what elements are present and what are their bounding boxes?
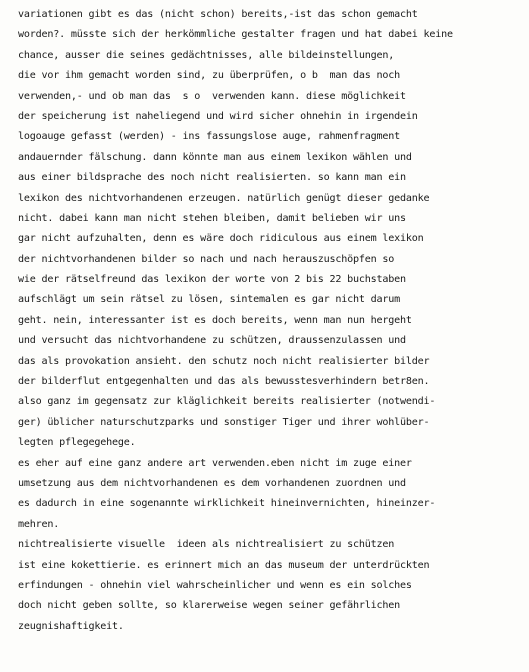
text-line-1: variationen gibt es das (nicht schon) bereits,-ist das schon gemacht	[18, 9, 418, 20]
text-line-14: wie der rätselfreund das lexikon der worte von 2 bis 22 buchstaben	[18, 274, 406, 286]
text-line-9: aus einer bildsprache des noch nicht realisierten. so kann man ein	[18, 172, 406, 184]
text-line-31: zeugnishaftigkeit.	[18, 620, 124, 632]
text-line-3: chance, ausser die seines gedächtnisses, alle bildeinstellungen,	[18, 49, 395, 61]
text-line-7: logoauge gefasst (werden) - ins fassungslose auge, rahmenfragment	[18, 131, 401, 143]
text-line-2: worden?. müsste sich der herkömmliche gestalter fragen und hat dabei keine	[18, 29, 453, 41]
text-line-29: erfindungen - ohnehin viel wahrscheinlicher und wenn es ein solches	[18, 579, 412, 591]
typewritten-text-body	[18, 5, 526, 637]
text-line-21: ger) üblicher naturschutzparks und sonstiger Tiger und ihrer wohlüber-	[18, 416, 430, 428]
text-line-17: und versucht das nichtvorhandene zu schützen, draussenzulassen und	[18, 335, 406, 347]
text-line-10: lexikon des nichtvorhandenen erzeugen. natürlich genügt dieser gedanke	[18, 192, 430, 204]
text-line-19: der bilderflut entgegenhalten und das als bewusstesverhindern betr8en.	[18, 376, 430, 388]
text-line-4: die vor ihm gemacht worden sind, zu überprüfen, o b man das noch	[18, 70, 401, 82]
text-line-18: das als provokation ansieht. den schutz noch nicht realisierter bilder	[18, 355, 430, 367]
text-line-5: verwenden,- und ob man das s o verwenden kann. diese möglichkeit	[18, 90, 406, 102]
text-line-26: mehren.	[18, 518, 60, 530]
text-line-25: es dadurch in eine sogenannte wirklichkeit hineinvernichten, hineinzer-	[18, 498, 436, 510]
text-line-30: doch nicht geben sollte, so klarerweise wegen seiner gefährlichen	[18, 600, 401, 612]
text-line-24: umsetzung aus dem nichtvorhandenen es dem vorhandenen zuordnen und	[18, 477, 406, 489]
text-line-22: legten pflegegehege.	[18, 437, 136, 449]
text-line-23: es eher auf eine ganz andere art verwenden.eben nicht im zuge einer	[18, 457, 412, 469]
text-line-11: nicht. dabei kann man nicht stehen bleiben, damit belieben wir uns	[18, 212, 406, 224]
text-line-27: nichtrealisierte visuelle ideen als nichtrealisiert zu schützen	[18, 539, 395, 551]
text-line-16: geht. nein, interessanter ist es doch bereits, wenn man nun hergeht	[18, 314, 412, 326]
text-line-13: der nichtvorhandenen bilder so nach und nach herauszuschöpfen so	[18, 253, 395, 265]
text-line-15: aufschlägt um sein rätsel zu lösen, sintemalen es gar nicht darum	[18, 294, 401, 306]
text-line-12: gar nicht aufzuhalten, denn es wäre doch ridiculous aus einem lexikon	[18, 233, 424, 245]
text-line-8: andauernder fälschung. dann könnte man aus einem lexikon wählen und	[18, 151, 412, 163]
text-line-6: der speicherung ist naheliegend und wird sicher ohnehin in irgendein	[18, 110, 418, 122]
text-line-20: also ganz im gegensatz zur kläglichkeit bereits realisierter (notwendi-	[18, 396, 436, 408]
text-line-28: ist eine kokettierie. es erinnert mich an das museum der unterdrückten	[18, 559, 430, 571]
